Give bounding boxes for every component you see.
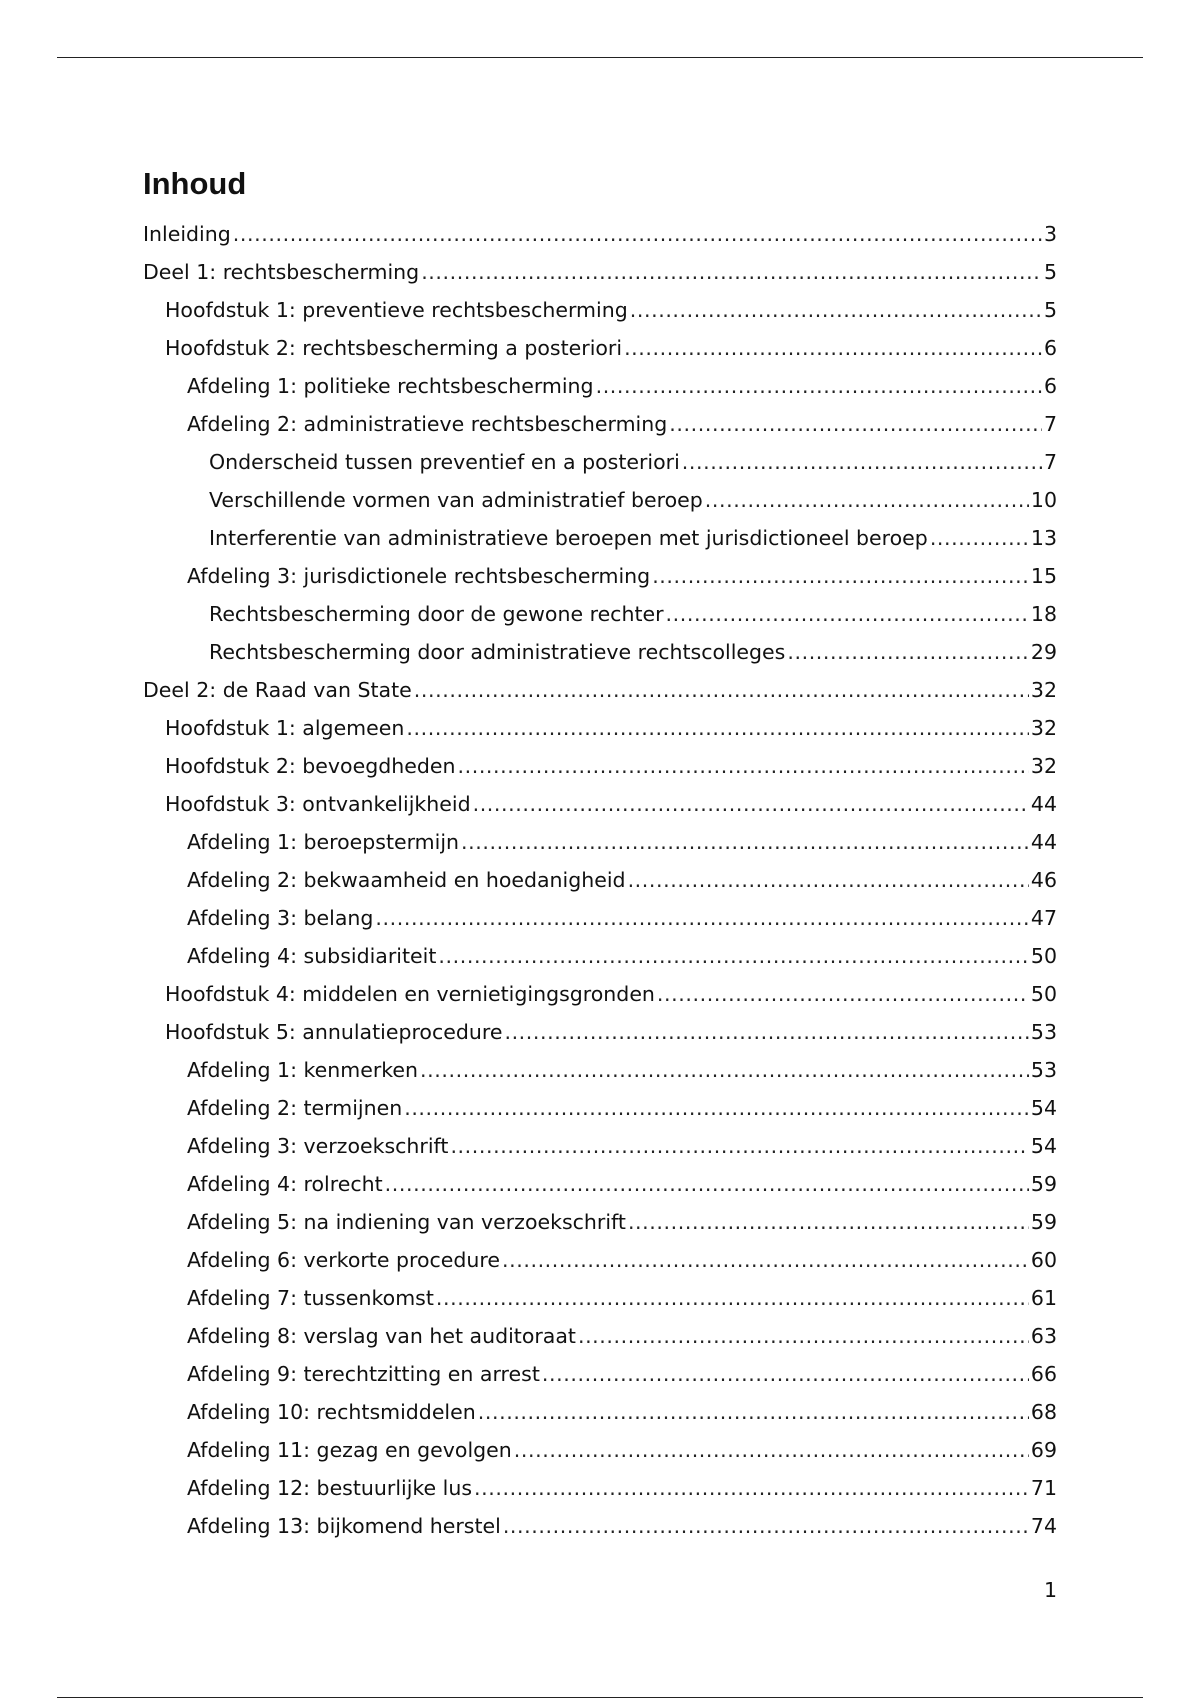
toc-entry[interactable] (143, 1089, 1057, 1127)
toc-entry[interactable] (143, 1013, 1057, 1051)
toc-entry-label: Afdeling 2: termijnen (187, 1096, 403, 1120)
toc-entry-page: 3 (1043, 222, 1057, 246)
toc-entry[interactable] (143, 1241, 1057, 1279)
toc-entry[interactable] (143, 937, 1057, 975)
toc-entry-label: Afdeling 1: politieke rechtsbescherming (187, 374, 594, 398)
toc-entry[interactable] (143, 1317, 1057, 1355)
toc-entry[interactable] (143, 1051, 1057, 1089)
toc-entry[interactable] (143, 557, 1057, 595)
toc-entry-page: 59 (1030, 1210, 1057, 1234)
toc-entry-label: Interferentie van administratieve beroepen met jurisdictioneel beroep (209, 526, 928, 550)
toc-dot-leader (596, 367, 1042, 405)
toc-entry[interactable] (143, 329, 1057, 367)
toc-entry[interactable] (143, 291, 1057, 329)
toc-entry-page: 54 (1030, 1096, 1057, 1120)
toc-entry-page: 29 (1030, 640, 1057, 664)
toc-entry[interactable] (143, 1507, 1057, 1545)
toc-entry-label: Hoofdstuk 4: middelen en vernietigingsgronden (165, 982, 655, 1006)
toc-dot-leader (542, 1355, 1029, 1393)
page-number: 1 (1043, 1578, 1057, 1602)
toc-entry-page: 32 (1030, 754, 1057, 778)
toc-entry-page: 63 (1030, 1324, 1057, 1348)
toc-entry-page: 53 (1030, 1058, 1057, 1082)
toc-dot-leader (628, 861, 1029, 899)
toc-dot-leader (578, 1317, 1029, 1355)
toc-entry-page: 5 (1043, 260, 1057, 284)
toc-dot-leader (504, 1013, 1028, 1051)
toc-dot-leader (503, 1507, 1029, 1545)
toc-entry[interactable] (143, 215, 1057, 253)
toc-dot-leader (406, 709, 1029, 747)
toc-entry-label: Hoofdstuk 1: preventieve rechtsbescherming (165, 298, 628, 322)
toc-entry-label: Inleiding (143, 222, 231, 246)
toc-dot-leader (682, 443, 1042, 481)
toc-dot-leader (628, 1203, 1029, 1241)
toc-entry[interactable] (143, 823, 1057, 861)
toc-entry-label: Verschillende vormen van administratief beroep (209, 488, 703, 512)
toc-entry-label: Hoofdstuk 2: bevoegdheden (165, 754, 456, 778)
toc-entry-page: 44 (1030, 792, 1057, 816)
toc-entry-label: Hoofdstuk 3: ontvankelijkheid (165, 792, 471, 816)
toc-entry[interactable] (143, 785, 1057, 823)
toc-entry[interactable] (143, 1393, 1057, 1431)
toc-entry-page: 6 (1043, 336, 1057, 360)
toc-entry-label: Afdeling 4: rolrecht (187, 1172, 383, 1196)
toc-entry-page: 13 (1030, 526, 1057, 550)
toc-dot-leader (787, 633, 1029, 671)
toc-entry[interactable] (143, 405, 1057, 443)
toc-dot-leader (414, 671, 1029, 709)
toc-entry-page: 59 (1030, 1172, 1057, 1196)
toc-dot-leader (624, 329, 1042, 367)
toc-dot-leader (421, 253, 1042, 291)
toc-dot-leader (233, 215, 1042, 253)
toc-dot-leader (478, 1393, 1029, 1431)
toc-entry-label: Afdeling 6: verkorte procedure (187, 1248, 500, 1272)
toc-dot-leader (669, 405, 1042, 443)
toc-entry-label: Afdeling 8: verslag van het auditoraat (187, 1324, 576, 1348)
toc-entry-label: Afdeling 12: bestuurlijke lus (187, 1476, 473, 1500)
toc-entry[interactable] (143, 1279, 1057, 1317)
toc-entry-page: 53 (1030, 1020, 1057, 1044)
toc-entry-page: 5 (1043, 298, 1057, 322)
toc-entry[interactable] (143, 1469, 1057, 1507)
toc-entry-page: 50 (1030, 982, 1057, 1006)
bottom-rule (57, 1697, 1143, 1698)
toc-entry[interactable] (143, 1165, 1057, 1203)
toc-entry[interactable] (143, 1355, 1057, 1393)
toc-entry-label: Afdeling 2: bekwaamheid en hoedanigheid (187, 868, 626, 892)
toc-entry-page: 74 (1030, 1514, 1057, 1538)
toc-dot-leader (657, 975, 1029, 1013)
toc-entry[interactable] (143, 1431, 1057, 1469)
toc-entry[interactable] (143, 481, 1057, 519)
toc-entry-page: 32 (1030, 716, 1057, 740)
toc-dot-leader (385, 1165, 1029, 1203)
toc-entry-page: 71 (1030, 1476, 1057, 1500)
table-of-contents (143, 215, 1057, 1545)
toc-dot-leader (457, 747, 1028, 785)
toc-dot-leader (473, 785, 1029, 823)
toc-entry-page: 50 (1030, 944, 1057, 968)
toc-entry[interactable] (143, 633, 1057, 671)
toc-entry-page: 6 (1043, 374, 1057, 398)
toc-entry-page: 10 (1030, 488, 1057, 512)
toc-entry-label: Rechtsbescherming door de gewone rechter (209, 602, 664, 626)
toc-entry-page: 68 (1030, 1400, 1057, 1424)
toc-entry-label: Afdeling 13: bijkomend herstel (187, 1514, 501, 1538)
toc-entry[interactable] (143, 899, 1057, 937)
toc-entry-label: Afdeling 7: tussenkomst (187, 1286, 434, 1310)
toc-entry-label: Afdeling 1: kenmerken (187, 1058, 419, 1082)
toc-entry-page: 15 (1030, 564, 1057, 588)
toc-dot-leader (436, 1279, 1029, 1317)
toc-dot-leader (420, 1051, 1029, 1089)
toc-dot-leader (450, 1127, 1028, 1165)
toc-entry-label: Afdeling 3: verzoekschrift (187, 1134, 449, 1158)
toc-entry-page: 32 (1030, 678, 1057, 702)
toc-entry[interactable] (143, 709, 1057, 747)
toc-entry-label: Afdeling 2: administratieve rechtsbescherming (187, 412, 668, 436)
toc-entry[interactable] (143, 671, 1057, 709)
toc-entry[interactable] (143, 975, 1057, 1013)
toc-entry-label: Rechtsbescherming door administratieve rechtscolleges (209, 640, 786, 664)
toc-dot-leader (474, 1469, 1029, 1507)
toc-entry[interactable] (143, 1203, 1057, 1241)
toc-entry-page: 46 (1030, 868, 1057, 892)
toc-entry[interactable] (143, 1127, 1057, 1165)
toc-entry[interactable] (143, 519, 1057, 557)
toc-entry-label: Afdeling 1: beroepstermijn (187, 830, 460, 854)
toc-dot-leader (930, 519, 1029, 557)
toc-entry-page: 47 (1030, 906, 1057, 930)
toc-dot-leader (438, 937, 1029, 975)
toc-entry-label: Afdeling 11: gezag en gevolgen (187, 1438, 512, 1462)
toc-entry-page: 54 (1030, 1134, 1057, 1158)
toc-entry[interactable] (143, 861, 1057, 899)
toc-entry[interactable] (143, 443, 1057, 481)
toc-entry-label: Deel 1: rechtsbescherming (143, 260, 420, 284)
toc-entry-label: Hoofdstuk 1: algemeen (165, 716, 405, 740)
toc-entry-page: 7 (1043, 412, 1057, 436)
toc-entry-label: Afdeling 5: na indiening van verzoekschrift (187, 1210, 626, 1234)
toc-entry-label: Afdeling 10: rechtsmiddelen (187, 1400, 476, 1424)
toc-entry[interactable] (143, 747, 1057, 785)
top-rule (57, 57, 1143, 58)
toc-entry-label: Onderscheid tussen preventief en a posteriori (209, 450, 680, 474)
toc-entry[interactable] (143, 367, 1057, 405)
toc-entry-page: 66 (1030, 1362, 1057, 1386)
toc-entry-label: Hoofdstuk 5: annulatieprocedure (165, 1020, 503, 1044)
toc-dot-leader (514, 1431, 1029, 1469)
toc-entry-page: 44 (1030, 830, 1057, 854)
toc-entry-page: 60 (1030, 1248, 1057, 1272)
toc-entry-page: 69 (1030, 1438, 1057, 1462)
toc-dot-leader (666, 595, 1029, 633)
toc-dot-leader (630, 291, 1042, 329)
toc-entry-label: Afdeling 9: terechtzitting en arrest (187, 1362, 540, 1386)
toc-dot-leader (502, 1241, 1029, 1279)
toc-entry-label: Afdeling 3: jurisdictionele rechtsbescherming (187, 564, 651, 588)
toc-dot-leader (404, 1089, 1029, 1127)
toc-entry[interactable] (143, 253, 1057, 291)
toc-entry-label: Hoofdstuk 2: rechtsbescherming a posteriori (165, 336, 623, 360)
toc-dot-leader (652, 557, 1029, 595)
toc-entry-page: 7 (1043, 450, 1057, 474)
toc-dot-leader (461, 823, 1029, 861)
toc-entry-page: 61 (1030, 1286, 1057, 1310)
toc-entry-label: Afdeling 3: belang (187, 906, 374, 930)
toc-entry-label: Deel 2: de Raad van State (143, 678, 412, 702)
toc-entry[interactable] (143, 595, 1057, 633)
toc-entry-label: Afdeling 4: subsidiariteit (187, 944, 437, 968)
toc-entry-page: 18 (1030, 602, 1057, 626)
page-title: Inhoud (143, 166, 247, 201)
toc-dot-leader (375, 899, 1029, 937)
toc-dot-leader (705, 481, 1029, 519)
